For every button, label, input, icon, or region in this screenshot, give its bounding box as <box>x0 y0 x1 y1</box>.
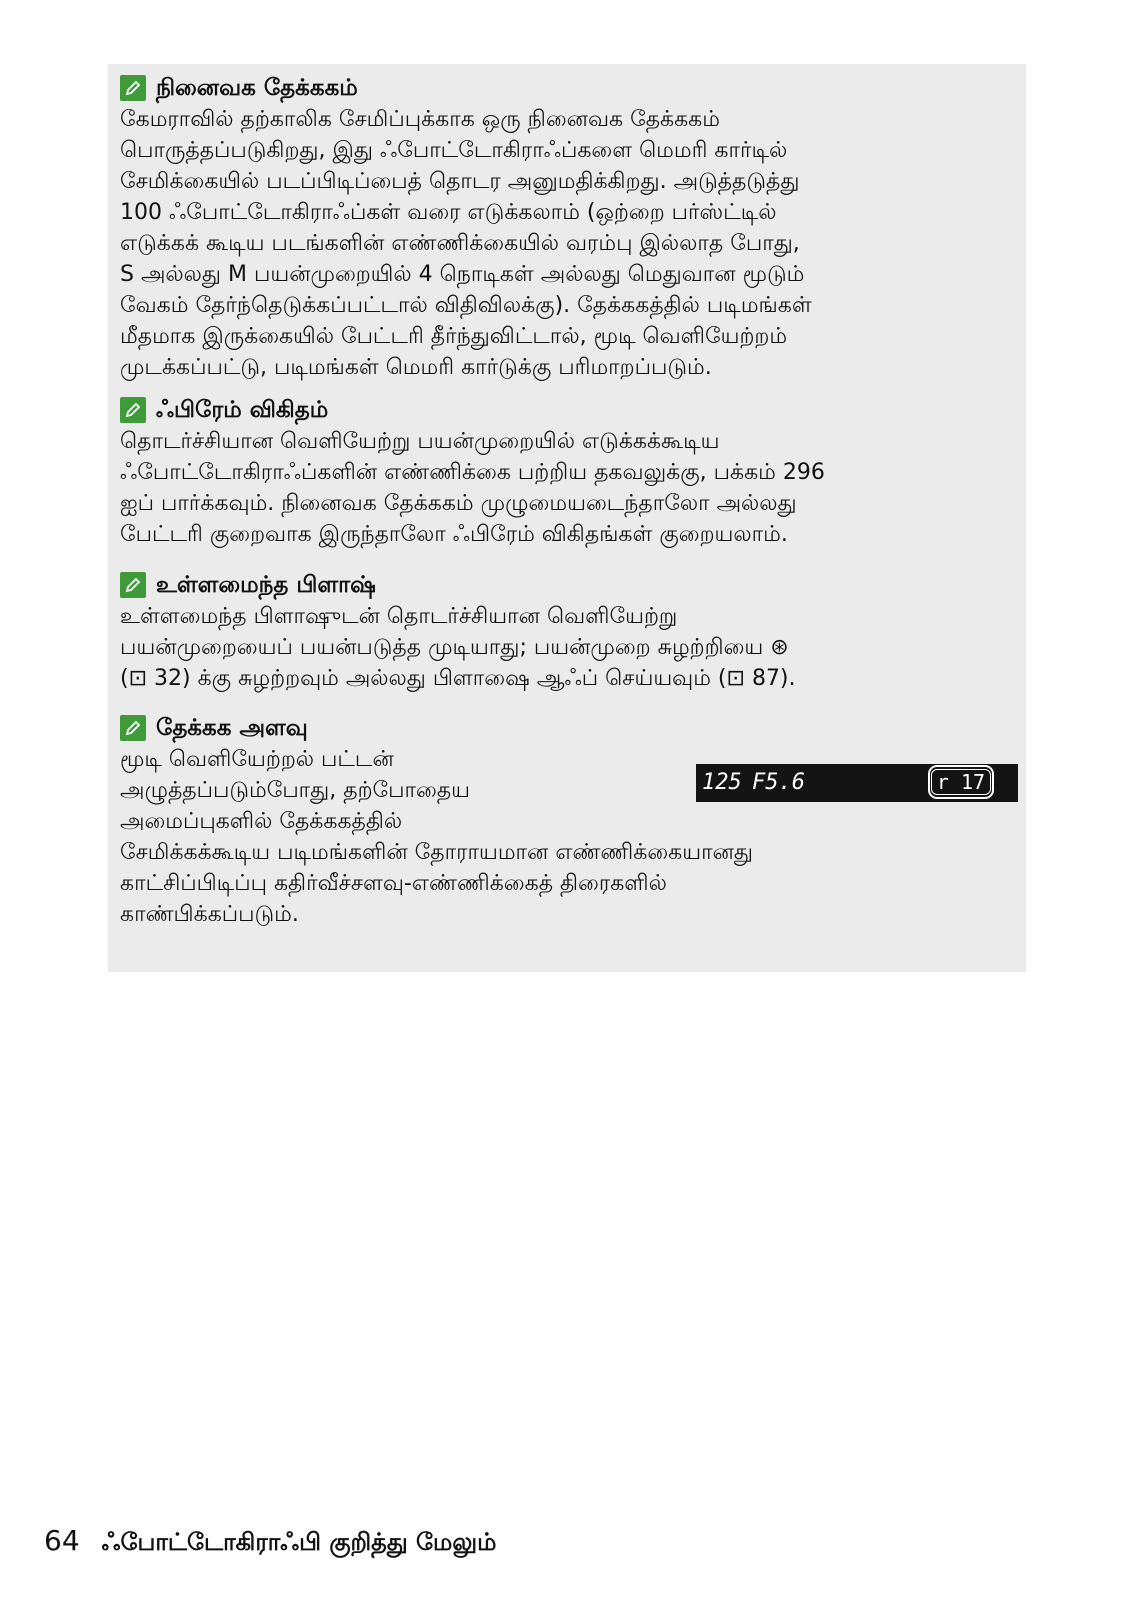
note-memory-buffer <box>120 72 1010 383</box>
shutter-speed-readout: 125 <box>702 770 742 795</box>
body-line: அமைப்புகளில் தேக்ககத்தில் <box>120 809 403 834</box>
pencil-note-icon <box>120 715 146 741</box>
notes-panel <box>108 64 1026 972</box>
aperture-readout: F5.6 <box>752 770 805 795</box>
page-number: 64 <box>44 1524 80 1557</box>
body-line: S அல்லது M பயன்முறையில் 4 நொடிகள் அல்லது மெதுவான மூடும் <box>120 262 805 287</box>
body-line: ஃபோட்டோகிராஃப்களின் எண்ணிக்கை பற்றிய தகவலுக்கு, பக்கம் 296 <box>120 460 825 485</box>
note-body <box>120 601 1010 694</box>
note-frame-rate <box>120 394 1010 550</box>
note-title: நினைவக தேக்ககம் <box>156 75 358 101</box>
note-heading <box>120 712 1010 744</box>
body-line: (⊡ 32) க்கு சுழற்றவும் அல்லது பிளாஷை ஆஃப் செய்யவும் (⊡ 87). <box>120 666 796 691</box>
body-line: சேமிக்கையில் படப்பிடிப்பைத் தொடர அனுமதிக்கிறது. அடுத்தடுத்து <box>120 169 800 194</box>
body-line: காண்பிக்கப்படும். <box>120 902 299 927</box>
body-line: மீதமாக இருக்கையில் பேட்டரி தீர்ந்துவிட்டால், மூடி வெளியேற்றம் <box>120 324 788 349</box>
body-line: சேமிக்கக்கூடிய படிமங்களின் தோராயமான எண்ணிக்கையானது <box>120 840 753 865</box>
body-line: பயன்முறையைப் பயன்படுத்த முடியாது; பயன்முறை சுழற்றியை ⊛ <box>120 635 789 660</box>
body-line: பொருத்தப்படுகிறது, இது ஃபோட்டோகிராஃப்களை மெமரி கார்டில் <box>120 138 788 163</box>
body-line: ஐப் பார்க்கவும். நினைவக தேக்ககம் முழுமையடைந்தாலோ அல்லது <box>120 491 797 516</box>
note-body <box>120 104 1010 383</box>
pencil-note-icon <box>120 572 146 598</box>
pencil-note-icon <box>120 397 146 423</box>
body-line: அழுத்தப்படும்போது, தற்போதைய <box>120 778 471 803</box>
body-line: வேகம் தேர்ந்தெடுக்கப்பட்டால் விதிவிலக்கு). தேக்ககத்தில் படிமங்கள் <box>120 293 812 318</box>
note-heading <box>120 569 1010 601</box>
note-heading <box>120 72 1010 104</box>
note-title: உள்ளமைந்த பிளாஷ் <box>156 572 376 598</box>
note-body <box>120 426 1010 550</box>
buffer-count-frame <box>928 765 994 799</box>
body-line: கேமராவில் தற்காலிக சேமிப்புக்காக ஒரு நினைவக தேக்ககம் <box>120 107 720 132</box>
note-title: தேக்கக அளவு <box>156 715 308 741</box>
body-line: 100 ஃபோட்டோகிராஃப்கள் வரை எடுக்கலாம் (ஒற்றை பர்ஸ்ட்டில் <box>120 200 777 225</box>
note-heading <box>120 394 1010 426</box>
page-footer <box>44 1524 496 1559</box>
pencil-note-icon <box>120 75 146 101</box>
body-line: பேட்டரி குறைவாக இருந்தாலோ ஃபிரேம் விகிதங்கள் குறையலாம். <box>120 522 788 547</box>
body-line: உள்ளமைந்த பிளாஷுடன் தொடர்ச்சியான வெளியேற்று <box>120 604 678 629</box>
viewfinder-display <box>696 764 1018 802</box>
body-line: தொடர்ச்சியான வெளியேற்று பயன்முறையில் எடுக்கக்கூடிய <box>120 429 720 454</box>
note-built-in-flash <box>120 569 1010 694</box>
note-buffer-size <box>120 712 1010 930</box>
body-line: மூடி வெளியேற்றல் பட்டன் <box>120 747 394 772</box>
chapter-title: ஃபோட்டோகிராஃபி குறித்து மேலும் <box>101 1528 497 1556</box>
buffer-count-readout: r 17 <box>931 769 991 795</box>
body-line: காட்சிப்பிடிப்பு கதிர்வீச்சளவு-எண்ணிக்கைத் திரைகளில் <box>120 871 667 896</box>
body-line: முடக்கப்பட்டு, படிமங்கள் மெமரி கார்டுக்கு பரிமாறப்படும். <box>120 355 712 380</box>
body-line: எடுக்கக் கூடிய படங்களின் எண்ணிக்கையில் வரம்பு இல்லாத போது, <box>120 231 800 256</box>
note-title: ஃபிரேம் விகிதம் <box>156 397 329 423</box>
